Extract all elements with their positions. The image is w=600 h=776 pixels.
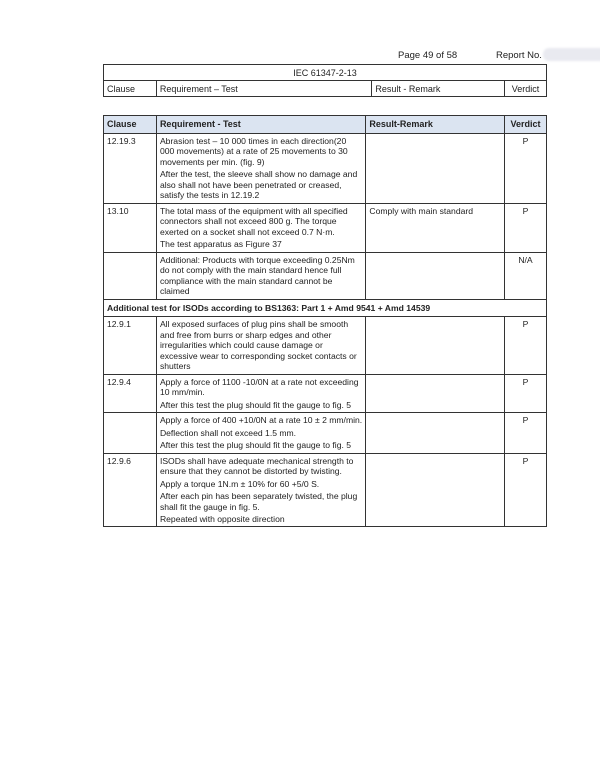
verdict-cell: P xyxy=(505,133,547,203)
table-row xyxy=(104,133,547,203)
requirement-text: After each pin has been separately twisted, the plug shall fit the gauge in fig. 5. xyxy=(159,491,358,512)
requirement-cell xyxy=(156,317,365,374)
table-row xyxy=(104,203,547,252)
clause-cell: 12.9.6 xyxy=(104,453,157,527)
col-clause: Clause xyxy=(104,116,157,134)
requirement-cell xyxy=(156,133,365,203)
redacted-report-number xyxy=(543,48,600,61)
requirement-cell xyxy=(156,413,365,453)
requirement-text: Deflection shall not exceed 1.5 mm. xyxy=(159,427,297,438)
requirement-text: After this test the plug should fit the gauge to fig. 5 xyxy=(159,440,352,451)
requirement-cell xyxy=(156,252,365,299)
verdict-cell: N/A xyxy=(505,252,547,299)
header-table xyxy=(103,64,547,97)
section-title: Additional test for ISODs according to BS1363: Part 1 + Amd 9541 + Amd 14539 xyxy=(104,299,547,316)
remark-cell xyxy=(366,252,505,299)
verdict-cell: P xyxy=(505,453,547,527)
table-row xyxy=(104,317,547,374)
remark-cell xyxy=(366,317,505,374)
requirement-text: Abrasion test – 10 000 times in each direction(20 000 movements) at a rate of 25 movements to 30 movements per min. (fig. 9) xyxy=(159,135,348,167)
clause-cell: 12.9.1 xyxy=(104,317,157,374)
requirement-text: Apply a torque 1N.m ± 10% for 60 +5/0 S. xyxy=(159,478,320,489)
remark-cell: Comply with main standard xyxy=(366,203,505,252)
requirement-cell xyxy=(156,374,365,412)
requirement-text: Apply a force of 1100 -10/0N at a rate not exceeding 10 mm/min. xyxy=(159,376,359,398)
requirement-cell xyxy=(156,453,365,527)
page-number: Page 49 of 58 xyxy=(398,50,458,61)
standard-title: IEC 61347-2-13 xyxy=(104,65,547,81)
header-col-clause: Clause xyxy=(104,81,157,97)
remark-cell xyxy=(366,413,505,453)
requirement-text: The total mass of the equipment with all specified connectors shall not exceed 800 g. The torque exerted on a socket shall not exceed 0.7 N·m. xyxy=(159,205,348,237)
requirement-cell xyxy=(156,203,365,252)
header-col-result: Result - Remark xyxy=(372,81,505,97)
col-verdict: Verdict xyxy=(505,116,547,134)
table-row xyxy=(104,374,547,412)
header-col-verdict: Verdict xyxy=(505,81,547,97)
verdict-cell: P xyxy=(505,374,547,412)
remark-cell xyxy=(366,374,505,412)
clause-table xyxy=(103,115,547,527)
requirement-text: All exposed surfaces of plug pins shall be smooth and free from burrs or sharp edges and other irregularities which could cause damage or excessive wear to corresponding socket contacts or shutters xyxy=(159,319,357,372)
col-result: Result-Remark xyxy=(366,116,505,134)
clause-cell: 12.9.4 xyxy=(104,374,157,412)
requirement-text: ISODs shall have adequate mechanical strength to ensure that they cannot be distorted by twisting. xyxy=(159,455,354,477)
requirement-text: After this test the plug should fit the gauge to fig. 5 xyxy=(159,399,352,410)
clause-cell: 13.10 xyxy=(104,203,157,252)
requirement-text: Apply a force of 400 +10/0N at a rate 10 ± 2 mm/min. xyxy=(159,415,363,426)
report-number-label: Report No. xyxy=(496,50,542,61)
verdict-cell: P xyxy=(505,317,547,374)
remark-cell xyxy=(366,133,505,203)
requirement-text: After the test, the sleeve shall show no damage and also shall not have been penetrated or creased, satisfy the tests in 12.19.2 xyxy=(159,169,358,201)
requirement-text: Repeated with opposite direction xyxy=(159,513,285,524)
section-row xyxy=(104,299,547,316)
table-header-row xyxy=(104,116,547,134)
col-requirement: Requirement - Test xyxy=(156,116,365,134)
clause-cell: 12.19.3 xyxy=(104,133,157,203)
remark-cell xyxy=(366,453,505,527)
verdict-cell: P xyxy=(505,413,547,453)
table-row xyxy=(104,252,547,299)
requirement-text: Additional: Products with torque exceeding 0.25Nm do not comply with the main standard hence full compliance with the main standard cannot be claimed xyxy=(159,254,355,297)
header-col-requirement: Requirement – Test xyxy=(156,81,371,97)
clause-cell xyxy=(104,252,157,299)
table-row xyxy=(104,453,547,527)
clause-cell xyxy=(104,413,157,453)
requirement-text: The test apparatus as Figure 37 xyxy=(159,239,282,250)
table-row xyxy=(104,413,547,453)
verdict-cell: P xyxy=(505,203,547,252)
